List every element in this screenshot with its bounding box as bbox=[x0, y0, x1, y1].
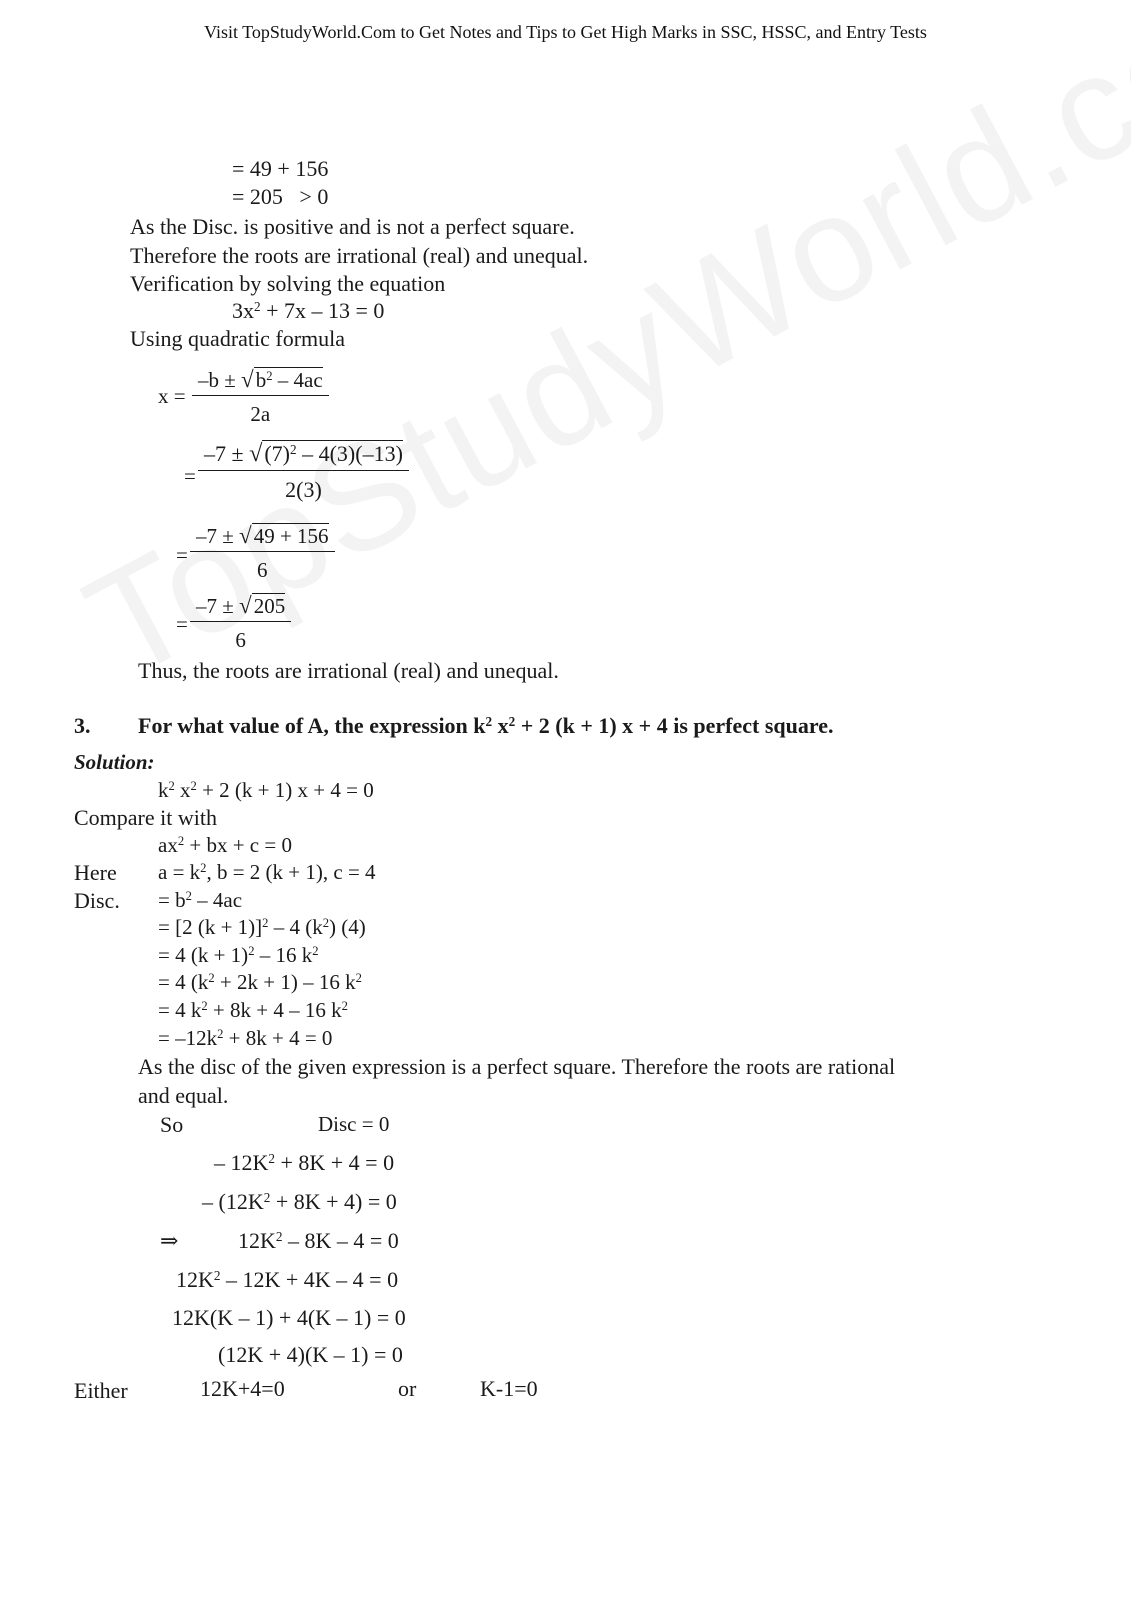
disc-step-5: = $-12k^2 + 8k + 4 = 0$ bbox=[158, 1026, 333, 1050]
step2-fraction: $\frac{-7 \pm √49 + 156}{6}$ bbox=[190, 522, 335, 583]
disc-zero: Disc = 0 bbox=[318, 1112, 390, 1136]
solve-step-5: 12K(K – 1) + 4(K – 1) = 0 bbox=[172, 1305, 406, 1330]
disc-step-4: = 4 $k^2 + 8k + 4 - 16$ $k^2$ bbox=[158, 998, 348, 1022]
text-conclusion: Thus, the roots are irrational (real) and unequal. bbox=[138, 658, 559, 683]
disc-step-2: = 4 $(k + 1)^2 - 16$ $k^2$ bbox=[158, 943, 319, 967]
here-values: $a = k^2$, b = 2 (k + 1), c = 4 bbox=[158, 860, 376, 884]
formula-lhs: x = bbox=[158, 384, 186, 408]
question-number: 3. bbox=[74, 713, 91, 738]
step1-fraction: $\frac{-7 \pm √(7)^2 - 4(3)(-13)}{2(3)}$ bbox=[198, 440, 409, 503]
text-disc-positive: As the Disc. is positive and is not a perfect square. bbox=[130, 214, 575, 239]
text-and-equal: and equal. bbox=[138, 1083, 229, 1108]
solve-step-2: – $(12K^2 + 8K + 4) = 0$ bbox=[202, 1189, 397, 1214]
either-label: Either bbox=[74, 1378, 128, 1403]
disc-step-1: = [2 (k + 1)]$^2$ – 4 $(k^2)$ (4) bbox=[158, 915, 366, 939]
solution-label: Solution: bbox=[74, 750, 155, 774]
text-verification: Verification by solving the equation bbox=[130, 271, 446, 296]
solve-step-6: (12K + 4)(K – 1) = 0 bbox=[218, 1342, 403, 1367]
solve-step-3: $12K^2 - 8K - 4 = 0$ bbox=[238, 1228, 399, 1253]
equation-line: $3x^2 + 7x - 13 = 0$ bbox=[232, 298, 385, 323]
text-perfect-square: As the disc of the given expression is a perfect square. Therefore the roots are rational bbox=[138, 1054, 896, 1079]
either-case-2: K-1=0 bbox=[480, 1376, 538, 1401]
step3-fraction: $\frac{-7 \pm √205}{6}$ bbox=[190, 592, 291, 653]
or-label: or bbox=[398, 1376, 417, 1401]
text-compare: Compare it with bbox=[74, 805, 217, 830]
calc-line-1: = 49 + 156 bbox=[232, 156, 329, 181]
solve-step-1: – $12K^2 + 8K + 4 = 0$ bbox=[214, 1150, 395, 1175]
page-header: Visit TopStudyWorld.Com to Get Notes and Tips to Get High Marks in SSC, HSSC, and Entry Tests bbox=[204, 22, 927, 42]
either-case-1: 12K+4=0 bbox=[200, 1376, 285, 1401]
calc-line-2: = 205 > 0 bbox=[232, 184, 329, 209]
disc-label: Disc. bbox=[74, 888, 120, 913]
disc-step-3: = 4 $(k^2 + 2k + 1) - 16$ $k^2$ bbox=[158, 970, 362, 994]
solve-step-4: $12K^2 - 12K + 4K - 4 = 0$ bbox=[176, 1267, 399, 1292]
expr-line: $k^2$ $x^2 + 2$ (k + 1) x + 4 = 0 bbox=[158, 778, 374, 802]
general-form: $ax^2$ + bx + c = 0 bbox=[158, 833, 292, 857]
step1-equals: = bbox=[184, 464, 196, 488]
implies-arrow: ⇒ bbox=[160, 1228, 179, 1253]
disc-formula: = $b^2 - 4ac$ bbox=[158, 888, 243, 912]
here-label: Here bbox=[74, 860, 117, 885]
step2-equals: = bbox=[176, 543, 188, 567]
question-text: For what value of A, the expression $k^2$ $x^2 + 2$ (k + 1) x + 4 is perfect square. bbox=[138, 713, 834, 738]
formula-fraction: $\frac{-b \pm √b^2 - 4ac}{2a}$ bbox=[192, 366, 329, 427]
so-label: So bbox=[160, 1112, 184, 1137]
step3-equals: = bbox=[176, 612, 188, 636]
text-quadratic-formula: Using quadratic formula bbox=[130, 326, 346, 351]
text-roots-irrational: Therefore the roots are irrational (real) and unequal. bbox=[130, 243, 589, 268]
